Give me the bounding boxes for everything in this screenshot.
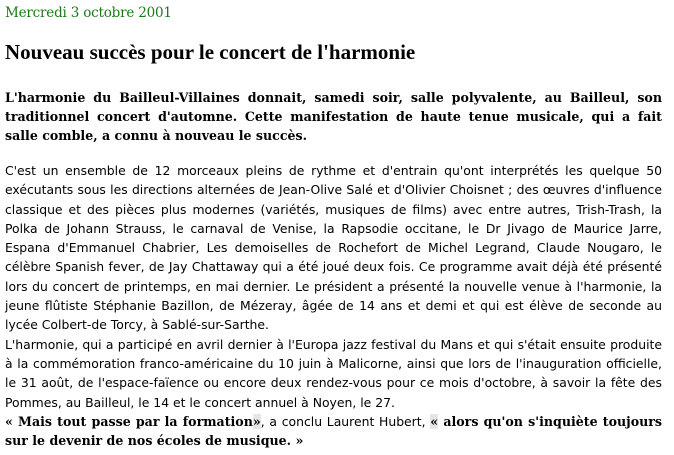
article-date: Mercredi 3 octobre 2001 xyxy=(5,5,172,21)
quote-close-mark: » xyxy=(252,413,261,429)
article-lead: L'harmonie du Bailleul-Villaines donnait, samedi soir, salle polyvalente, au Bailleul, son traditionnel concert d'automne. Cette manifestation de haute tenue musicale, qui a fait salle comble, a connu à nouveau le succès. xyxy=(5,90,662,143)
article xyxy=(5,0,662,450)
article-quote-paragraph xyxy=(5,412,662,451)
article-title: Nouveau succès pour le concert de l'harmonie xyxy=(5,40,416,64)
article-paragraph: C'est un ensemble de 12 morceaux pleins de rythme et d'entrain qu'ont interprétés les quelque 50 exécutants sous les directions alternées de Jean-Olive Salé et d'Olivier Choisnet ; des œuvres d'influence classique et des pièces plus modernes (variétés, musiques de films) avec entre autres, Trish-Trash, la Polka de Johann Strauss, le carnaval de Venise, la Rapsodie occitane, le Dr Jivago de Maurice Jarre, Espana d'Emmanuel Chabrier, Les demoiselles de Rochefort de Michel Legrand, Claude Nougaro, le célèbre Spanish fever, de Jay Chattaway qui a été joué deux fois. Ce programme avait déjà été présenté lors du concert de printemps, en mai dernier. Le président a présenté la nouvelle venue à l'harmonie, la jeune flûtiste Stéphanie Bazillon, de Mézeray, âgée de 14 ans et demi et qui est élève de seconde au lycée Colbert-de Torcy, à Sablé-sur-Sarthe. xyxy=(5,163,662,333)
article-body xyxy=(5,161,662,450)
quote-text: alors qu'on s'inquiète toujours sur le devenir de nos écoles de musique. » xyxy=(5,413,662,449)
article-paragraph: L'harmonie, qui a participé en avril dernier à l'Europa jazz festival du Mans et qui s'était ensuite produite à la commémoration franco-américaine du 10 juin à Malicorne, ainsi que lors de l'inauguration officielle, le 31 août, de l'espace-faïence ou encore deux rendez-vous pour ce mois d'octobre, à savoir la fête des Pommes, au Bailleul, le 14 et le concert annuel à Noyen, le 27. xyxy=(5,336,662,410)
quote-attribution: , a conclu Laurent Hubert, xyxy=(260,413,431,429)
quote-text: « Mais tout passe par la formation xyxy=(5,413,253,429)
quote-open-mark: « xyxy=(430,413,439,429)
